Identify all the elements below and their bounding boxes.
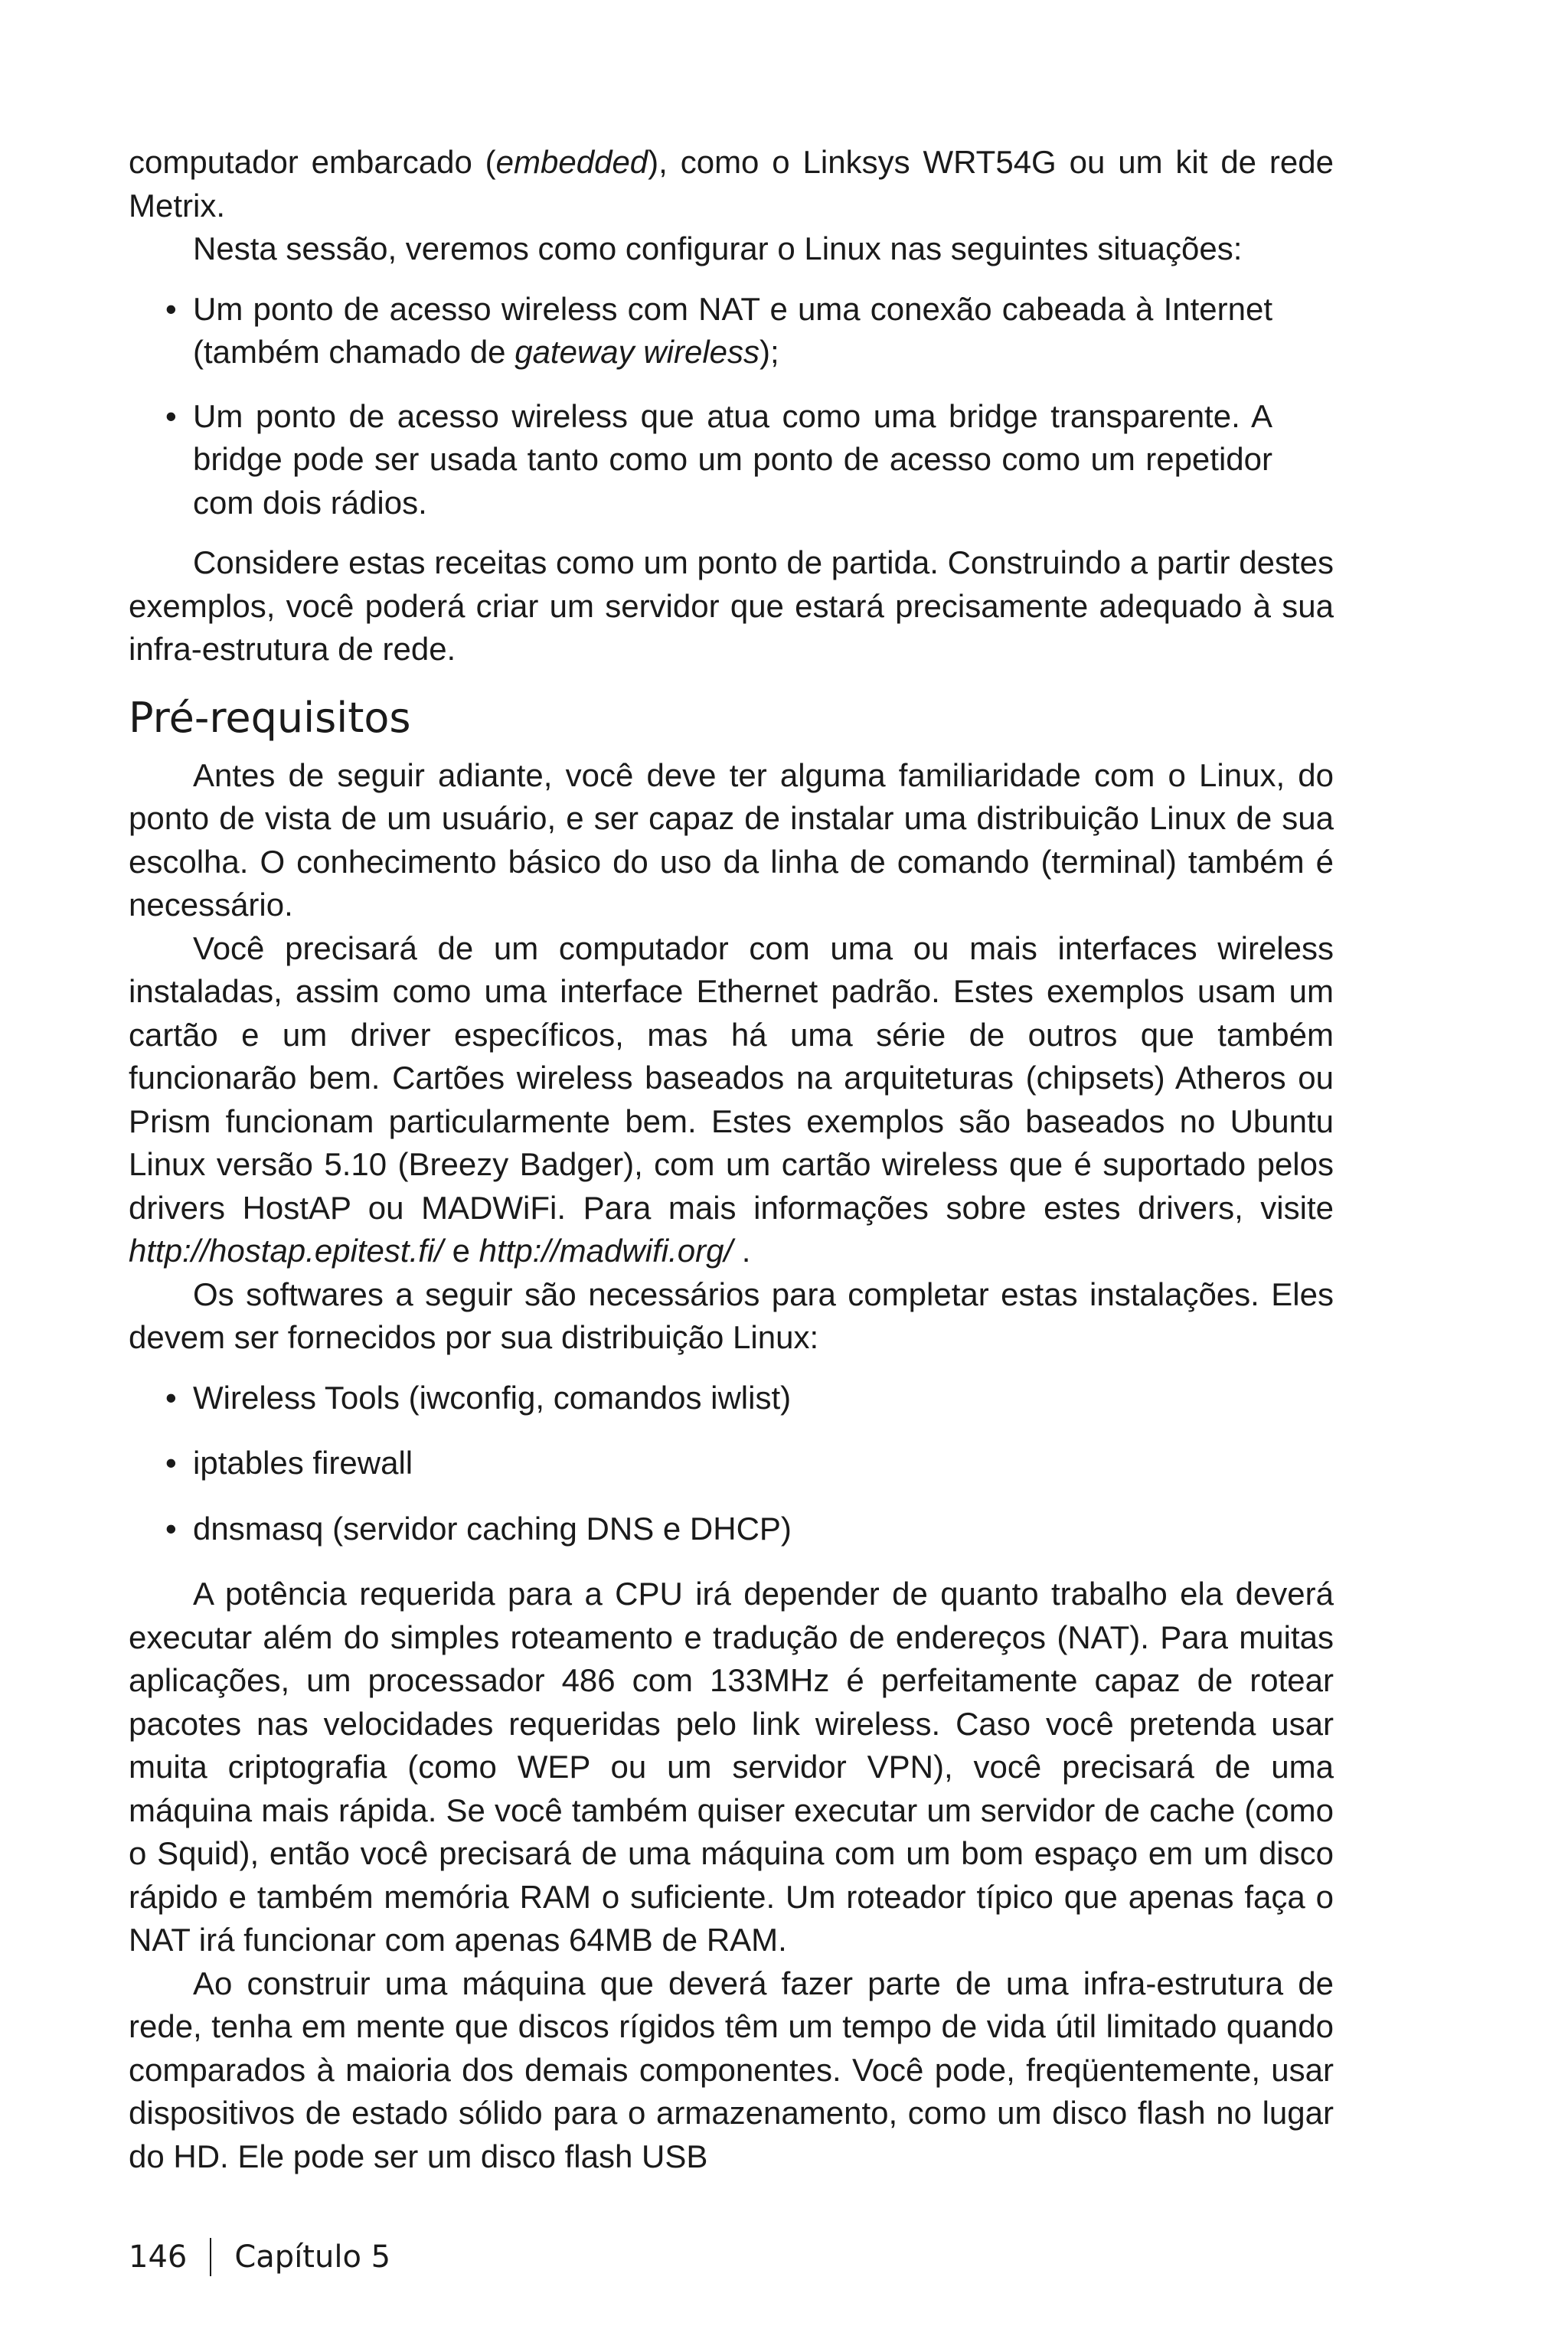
list-item — [129, 1508, 1334, 1551]
bullet-icon: • — [165, 1379, 177, 1416]
bullet-icon: • — [165, 1510, 177, 1547]
text-run: ); — [760, 334, 779, 370]
software-item: Wireless Tools (iwconfig, comandos iwlist) — [193, 1379, 792, 1416]
intro-paragraph-2: Nesta sessão, veremos como configurar o Linux nas seguintes situações: — [193, 230, 1243, 266]
list-item — [129, 288, 1334, 374]
chapter-label: Capítulo 5 — [234, 2239, 391, 2275]
page-footer — [129, 2236, 390, 2278]
italic-term: gateway wireless — [514, 334, 760, 370]
software-list — [129, 1377, 1334, 1551]
text-run: e — [443, 1233, 479, 1269]
prereq-paragraph-1: Antes de seguir adiante, você deve ter alguma familiaridade com o Linux, do ponto de vista de um usuário, e ser capaz de instalar uma distribuição Linux de sua escolha. O conhecimento básico do uso da linha de comando (terminal) também é necessário. — [129, 756, 1334, 923]
bullet-icon: • — [165, 397, 177, 434]
software-item: dnsmasq (servidor caching DNS e DHCP) — [193, 1510, 792, 1547]
italic-term: embedded — [495, 144, 648, 180]
list-item — [129, 1442, 1334, 1485]
footer-divider — [210, 2238, 211, 2276]
list-item — [129, 1377, 1334, 1420]
software-item: iptables firewall — [193, 1445, 413, 1481]
hostap-url[interactable]: http://hostap.epitest.fi/ — [129, 1233, 443, 1269]
list-item — [129, 395, 1334, 525]
text-run: . — [733, 1233, 751, 1269]
intro-paragraph-3: Considere estas receitas como um ponto de partida. Construindo a partir destes exemplos, você poderá criar um servidor que estará precisamente adequado à sua infra-estrutura de rede. — [129, 544, 1334, 667]
intro-paragraph-1 — [129, 141, 1334, 227]
bullet-icon: • — [165, 290, 177, 327]
prereq-paragraph-2 — [129, 927, 1334, 1273]
prereq-paragraph-5: Ao construir uma máquina que deverá fazer parte de uma infra-estrutura de rede, tenha em mente que discos rígidos têm um tempo de vida útil limitado quando comparados à maioria dos demais componentes. Você pode, freqüentemente, usar dispositivos de estado sólido para o armazenamento, como um disco flash no lugar do HD. Ele pode ser um disco flash USB — [129, 1965, 1334, 2174]
section-heading: Pré-requisitos — [129, 693, 411, 742]
page-number: 146 — [129, 2239, 188, 2275]
text-run: Um ponto de acesso wireless com NAT e uma conexão cabeada à Internet (também chamado de — [193, 290, 1272, 370]
situations-list — [129, 288, 1334, 525]
text-run: computador embarcado ( — [129, 144, 496, 180]
madwifi-url[interactable]: http://madwifi.org/ — [479, 1233, 733, 1269]
prereq-paragraph-3: Os softwares a seguir são necessários para completar estas instalações. Eles devem ser fornecidos por sua distribuição Linux: — [129, 1276, 1334, 1355]
text-run: Um ponto de acesso wireless que atua como uma bridge transparente. A bridge pode ser usada tanto como um ponto de acesso como um repetidor com dois rádios. — [193, 397, 1272, 521]
text-run: Você precisará de um computador com uma ou mais interfaces wireless instaladas, assim como uma interface Ethernet padrão. Estes exemplos usam um cartão e um driver específicos, mas há uma série de outros que também funcionarão bem. Cartões wireless baseados na arquiteturas (chipsets) Atheros ou Prism funcionam particularmente bem. Estes exemplos são baseados no Ubuntu Linux versão 5.10 (Breezy Badger), com um cartão wireless que é suportado pelos drivers HostAP ou MADWiFi. Para mais informações sobre estes drivers, visite — [129, 929, 1334, 1226]
prereq-paragraph-4: A potência requerida para a CPU irá depender de quanto trabalho ela deverá executar além do simples roteamento e tradução de endereços (NAT). Para muitas aplicações, um processador 486 com 133MHz é perfeitamente capaz de rotear pacotes nas velocidades requeridas pelo link wireless. Caso você pretenda usar muita criptografia (como WEP ou um servidor VPN), você precisará de uma máquina mais rápida. Se você também quiser executar um servidor de cache (como o Squid), então você precisará de uma máquina com um bom espaço em um disco rápido e também memória RAM o suficiente. Um roteador típico que apenas faça o NAT irá funcionar com apenas 64MB de RAM. — [129, 1576, 1334, 1958]
page-content — [129, 141, 1334, 2178]
bullet-icon: • — [165, 1445, 177, 1481]
text-run: ), como o Linksys WRT54G ou um kit de rede Metrix. — [129, 144, 1334, 224]
